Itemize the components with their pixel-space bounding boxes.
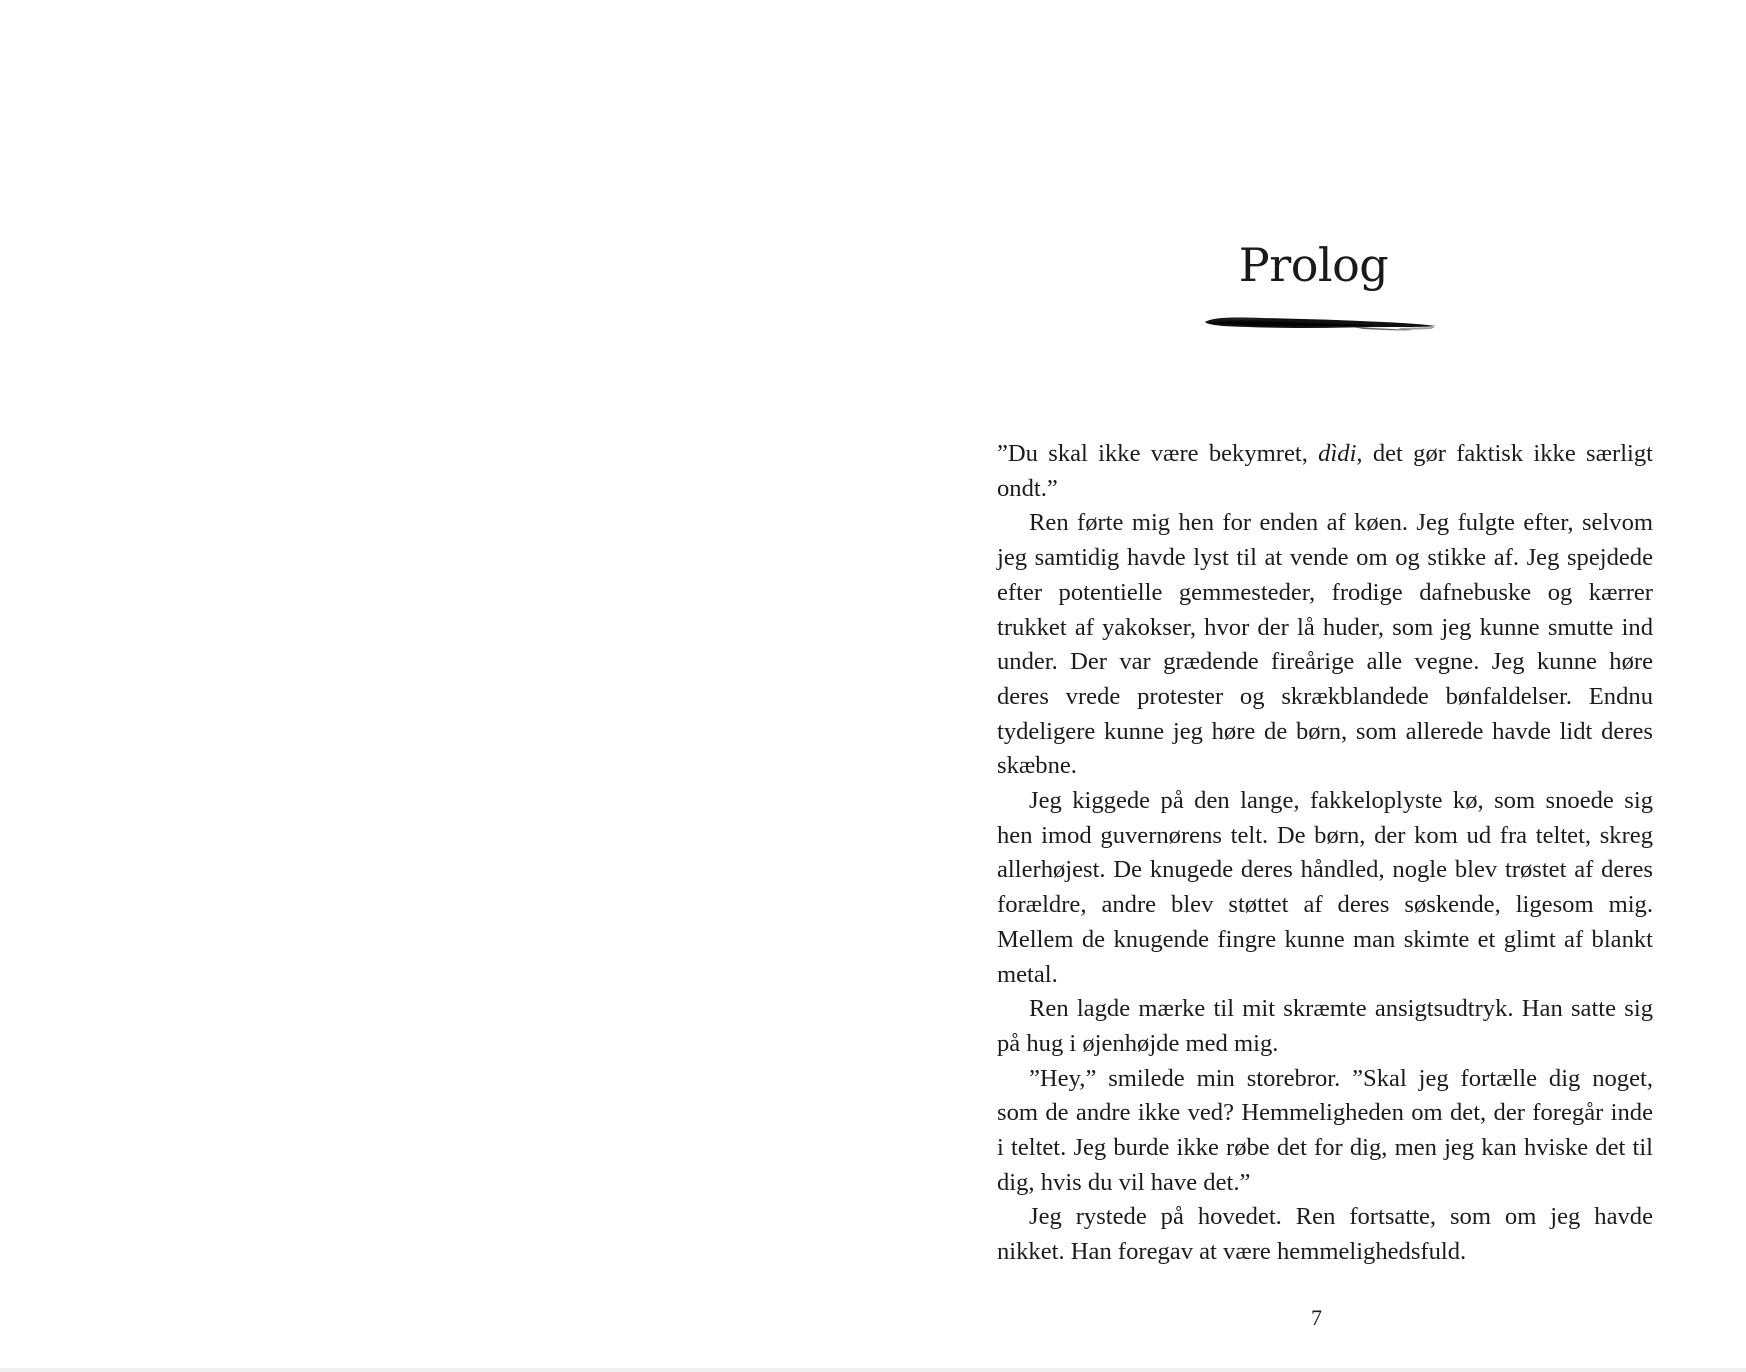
- chapter-title: Prolog: [1238, 238, 1389, 292]
- paragraph: [997, 437, 1653, 506]
- paragraph: Jeg rystede på hovedet. Ren fortsatte, som om jeg havde nikket. Han foregav at være hemmelighedsfuld.: [997, 1203, 1653, 1266]
- paragraph: Ren førte mig hen for enden af køen. Jeg fulgte efter, selvom jeg samtidig havde lyst til at vende om og stikke af. Jeg spejdede efter potentielle gemmesteder, frodige dafnebuske og kærrer trukket af yakokser, hvor der lå huder, som jeg kunne smutte ind under. Der var grædende fireårige alle vegne. Jeg kunne høre deres vrede protester og skrækblandede bønfaldelser. Endnu tydeligere kunne jeg høre de børn, som allerede havde lidt deres skæbne.: [997, 509, 1653, 780]
- right-page: [873, 0, 1746, 1372]
- italic-word: dìdi: [1318, 440, 1357, 467]
- brush-stroke-divider-icon: [1203, 310, 1438, 336]
- page-bottom-edge: [0, 1368, 1746, 1372]
- paragraph-text-after: , det gør faktisk ikke særligt ondt.”: [997, 440, 1653, 502]
- page-number: 7: [1311, 1305, 1322, 1330]
- paragraph: Ren lagde mærke til mit skræmte ansigtsudtryk. Han satte sig på hug i øjenhøjde med mig.: [997, 995, 1653, 1057]
- paragraph-text-before: ”Du skal ikke være bekymret,: [997, 440, 1319, 467]
- chapter-body-text: [997, 437, 1653, 1270]
- paragraph: ”Hey,” smilede min storebror. ”Skal jeg fortælle dig noget, som de andre ikke ved? Hemmeligheden om det, der foregår inde i teltet. Jeg burde ikke røbe det for dig, men jeg kan hviske det til dig, hvis du vil have det.”: [997, 1064, 1653, 1196]
- paragraph: Jeg kiggede på den lange, fakkeloplyste kø, som snoede sig hen imod guvernørens telt. De børn, der kom ud fra teltet, skreg allerhøjest. De knugede deres håndled, nogle blev trøstet af deres forældre, andre blev støttet af deres søskende, ligesom mig. Mellem de knugende fingre kunne man skimte et glimt af blankt metal.: [997, 787, 1653, 988]
